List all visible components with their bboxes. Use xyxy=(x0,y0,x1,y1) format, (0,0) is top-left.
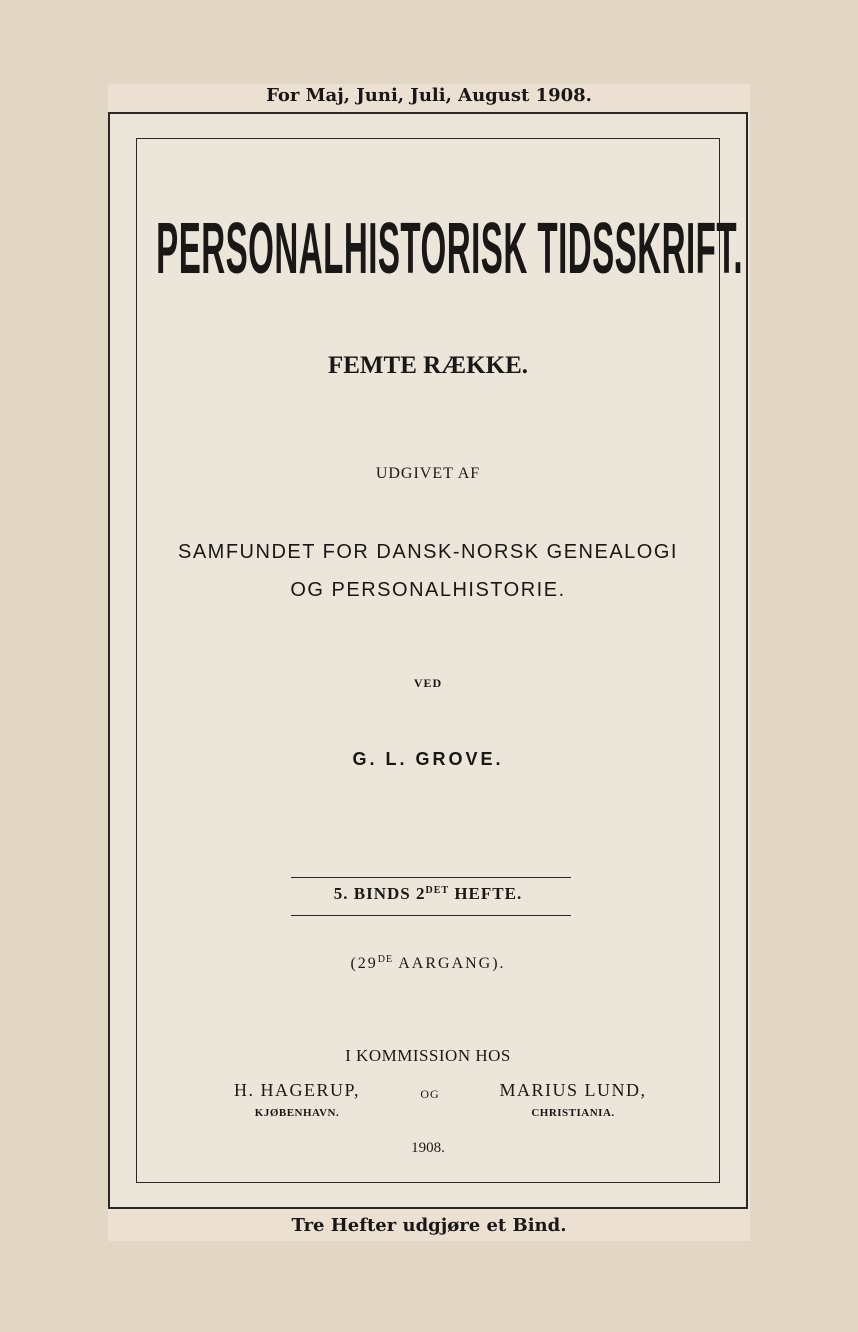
rule-top xyxy=(291,877,571,878)
by-line: VED xyxy=(413,676,443,690)
published-by-line: UDGIVET AF xyxy=(375,465,481,482)
society-line-2: OG PERSONALHISTORIE. xyxy=(290,579,566,601)
volume-suffix: HEFTE. xyxy=(449,884,523,903)
year-of-publication xyxy=(137,954,719,973)
title-page xyxy=(108,84,750,1241)
publisher-right xyxy=(473,1080,673,1119)
rule-bottom xyxy=(291,915,571,916)
publication-year: 1908. xyxy=(411,1140,445,1156)
publisher-left-name: H. HAGERUP, xyxy=(233,1080,360,1100)
publisher-left xyxy=(207,1080,387,1119)
aargang-suffix: AARGANG). xyxy=(393,955,506,972)
volume-sup: DET xyxy=(425,885,450,896)
publisher-left-city: KJØBENHAVN. xyxy=(254,1107,340,1119)
outer-frame xyxy=(108,112,748,1209)
aargang-prefix: (29 xyxy=(350,955,378,972)
journal-title: PERSONALHISTORISK TIDSSKRIFT. xyxy=(156,209,743,289)
inner-frame xyxy=(136,138,743,1183)
header-note: For Maj, Juni, Juli, August 1908. xyxy=(108,84,750,112)
society-line-1: SAMFUNDET FOR DANSK-NORSK GENEALOGI xyxy=(178,541,678,563)
series-line: FEMTE RÆKKE. xyxy=(327,352,528,379)
footer-note: Tre Hefter udgjøre et Bind. xyxy=(108,1210,750,1241)
volume-prefix: 5. BINDS 2 xyxy=(333,884,426,903)
publisher-conjunction: OG xyxy=(420,1087,440,1101)
commission-line: I KOMMISSION HOS xyxy=(345,1046,511,1065)
aargang-sup: DE xyxy=(377,954,394,965)
publisher-right-name: MARIUS LUND, xyxy=(499,1080,647,1100)
publisher-right-city: CHRISTIANIA. xyxy=(531,1107,615,1119)
editor-name: G. L. GROVE. xyxy=(352,749,504,769)
volume-issue xyxy=(137,884,719,904)
